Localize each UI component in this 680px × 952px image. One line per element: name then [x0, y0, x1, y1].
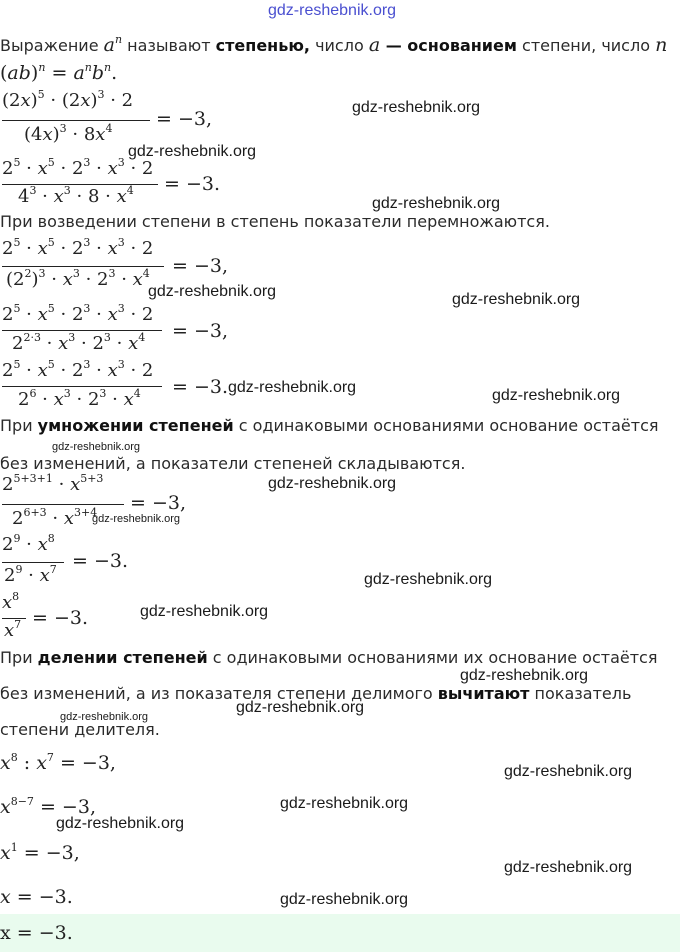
watermark: gdz-reshebnik.org [92, 513, 181, 525]
watermark: gdz-reshebnik.org [236, 699, 365, 716]
watermark: gdz-reshebnik.org [280, 795, 409, 812]
intro-text: Выражение $a^n$ называют степенью, число a — основанием степени, число n [0, 33, 668, 56]
watermark: gdz-reshebnik.org [128, 143, 257, 160]
watermark: gdz-reshebnik.org [140, 603, 269, 620]
rule-power-of-power: При возведении степени в степень показатели перемножаются. [0, 212, 550, 231]
watermark: gdz-reshebnik.org [364, 571, 493, 588]
equation-step-12: x = −3. [0, 886, 73, 908]
rule-division: При делении степеней с одинаковыми основаниями их основание остаётся [0, 648, 658, 667]
answer-text: x = −3. [0, 922, 73, 944]
watermark: gdz-reshebnik.org [280, 891, 409, 908]
equals-7: = −3. [72, 550, 129, 572]
watermark: gdz-reshebnik.org [56, 815, 185, 832]
equals-6: = −3, [130, 492, 187, 514]
watermark: gdz-reshebnik.org [460, 667, 589, 684]
equation-step-9: $x^8$ : $x^7 = -3$, [0, 751, 116, 774]
equation-step-11: $x^1 = -3$, [0, 841, 80, 864]
watermark: gdz-reshebnik.org [452, 291, 581, 308]
watermark: gdz-reshebnik.org [504, 859, 633, 876]
watermark: gdz-reshebnik.org [352, 99, 481, 116]
watermark: gdz-reshebnik.org [492, 387, 621, 404]
formula-power-of-product: $(ab)^n = a^nb^n$. [0, 61, 118, 84]
rule-multiplication: При умножении степеней с одинаковыми основаниями основание остаётся [0, 416, 659, 435]
rule-division-line2: без изменений, а из показателя степени делимого вычитают показатель [0, 684, 632, 703]
equals-5: = −3. [172, 376, 229, 398]
equation-step-10: $x^{8-7} = -3$, [0, 795, 96, 818]
watermark: gdz-reshebnik.org [268, 475, 397, 492]
watermark: gdz-reshebnik.org [372, 195, 501, 212]
rule-multiplication-line2: без изменений, а показатели степеней складываются. [0, 454, 466, 473]
equals-1: = −3, [156, 108, 213, 130]
equals-3: = −3, [172, 255, 229, 277]
equals-4: = −3, [172, 320, 229, 342]
equals-2: = −3. [164, 173, 221, 195]
watermark: gdz-reshebnik.org [52, 441, 141, 453]
watermark: gdz-reshebnik.org [504, 763, 633, 780]
equals-8: = −3. [32, 607, 89, 629]
answer-box [0, 914, 680, 952]
watermark: gdz-reshebnik.org [148, 283, 277, 300]
rule-division-line3: степени делителя. [0, 720, 160, 739]
watermark-top: gdz-reshebnik.org [268, 2, 397, 19]
watermark: gdz-reshebnik.org [60, 711, 149, 723]
watermark: gdz-reshebnik.org [228, 379, 357, 396]
